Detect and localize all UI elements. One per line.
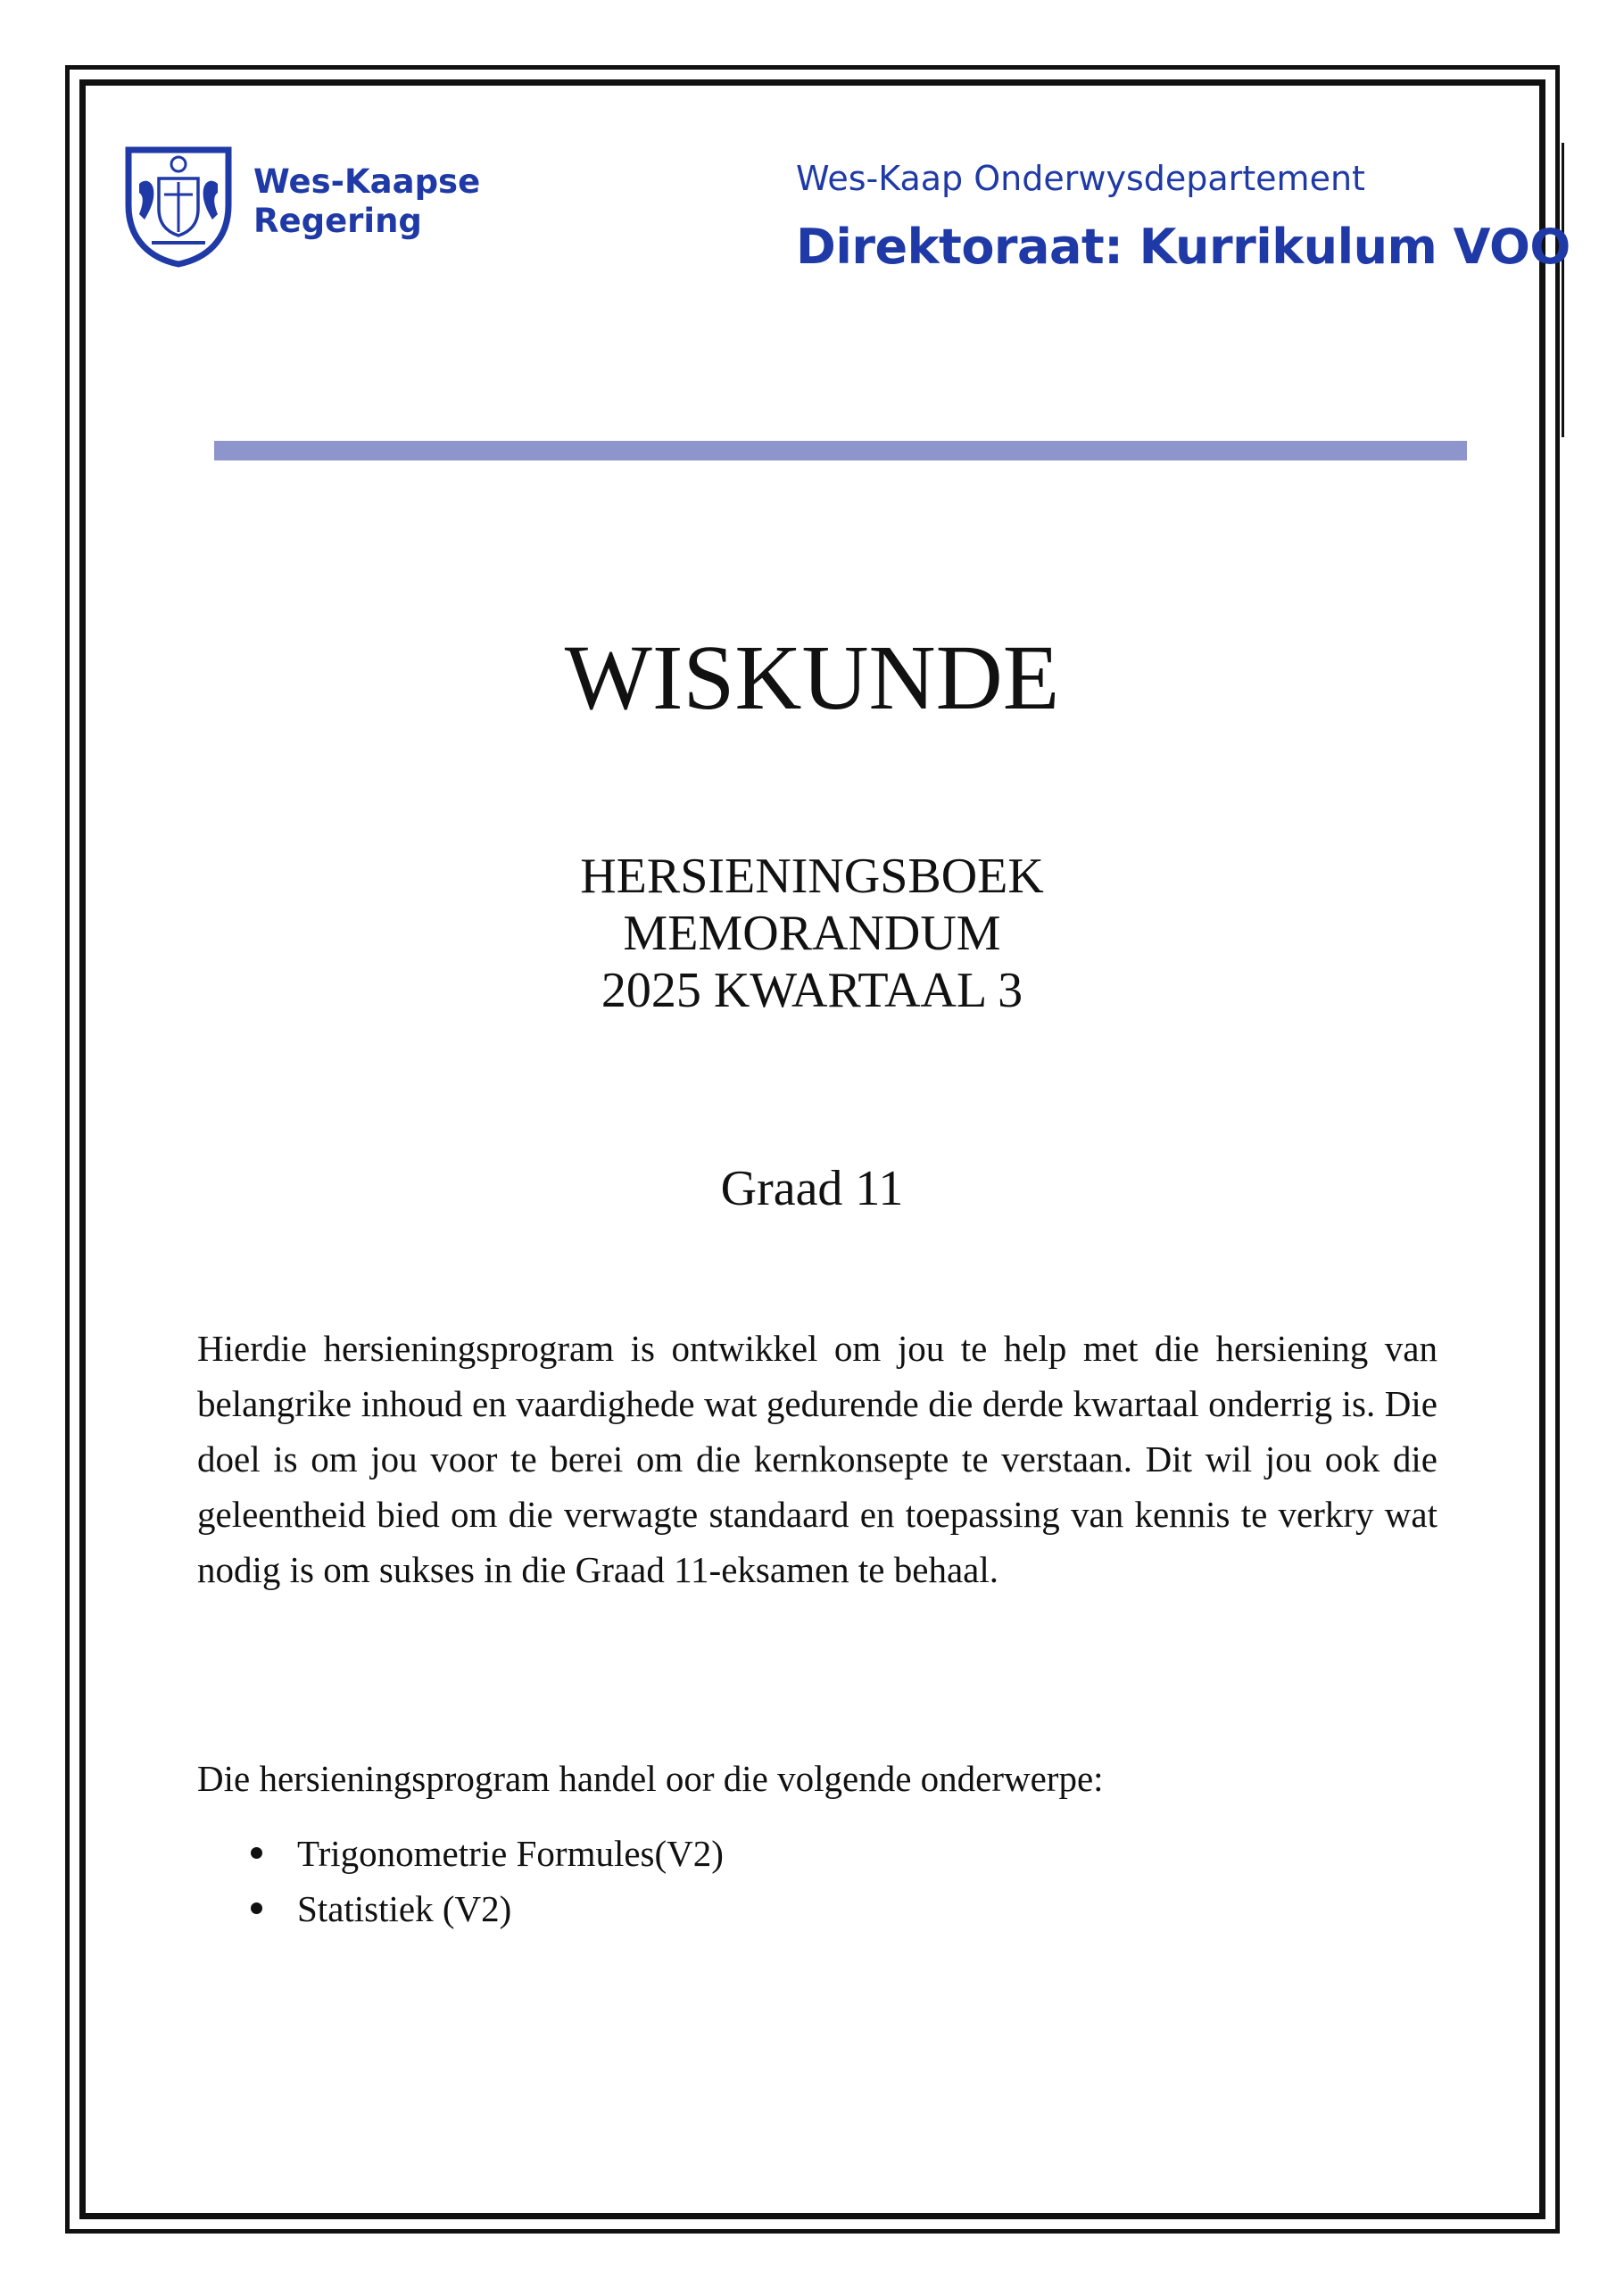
topics-list [197, 1826, 724, 1936]
subtitle-line: MEMORANDUM [623, 906, 1001, 961]
government-name-line2: Regering [253, 202, 422, 240]
bullet-icon [251, 1847, 262, 1859]
page-edge-mark [1562, 143, 1564, 437]
topic-label: Trigonometrie Formules(V2) [297, 1833, 724, 1874]
department-name: Wes-Kaap Onderwysdepartement [796, 159, 1365, 198]
header-divider-bar [214, 441, 1467, 460]
topic-label: Statistiek (V2) [297, 1888, 512, 1929]
directorate-name: Direktoraat: Kurrikulum VOO [796, 219, 1570, 275]
document-subtitle [214, 848, 1410, 1019]
intro-paragraph: Hierdie hersieningsprogram is ontwikkel om jou te help met die hersiening van belangrike inhoud en vaardighede wat gedurende die derde kwartaal onderrig is. Die doel is om jou voor te berei om die kernkonsepte te verstaan. Dit wil jou ook die geleentheid bied om die verwagte standaard en toepassing van kennis te verkry wat nodig is om sukses in die Graad 11-eksamen te behaal. [197, 1328, 1438, 1590]
subtitle-line: 2025 KWARTAAL 3 [601, 963, 1023, 1018]
coat-of-arms-logo [118, 143, 239, 268]
bullet-icon [251, 1902, 262, 1914]
government-name-line1: Wes-Kaapse [253, 162, 481, 201]
government-name [253, 162, 480, 241]
document-title: WISKUNDE [564, 626, 1060, 729]
grade-label: Graad 11 [720, 1161, 904, 1216]
topics-intro: Die hersieningsprogram handel oor die volgende onderwerpe: [197, 1758, 1104, 1799]
subtitle-line: HERSIENINGSBOEK [580, 849, 1044, 904]
list-item [197, 1826, 724, 1881]
list-item [197, 1881, 724, 1936]
